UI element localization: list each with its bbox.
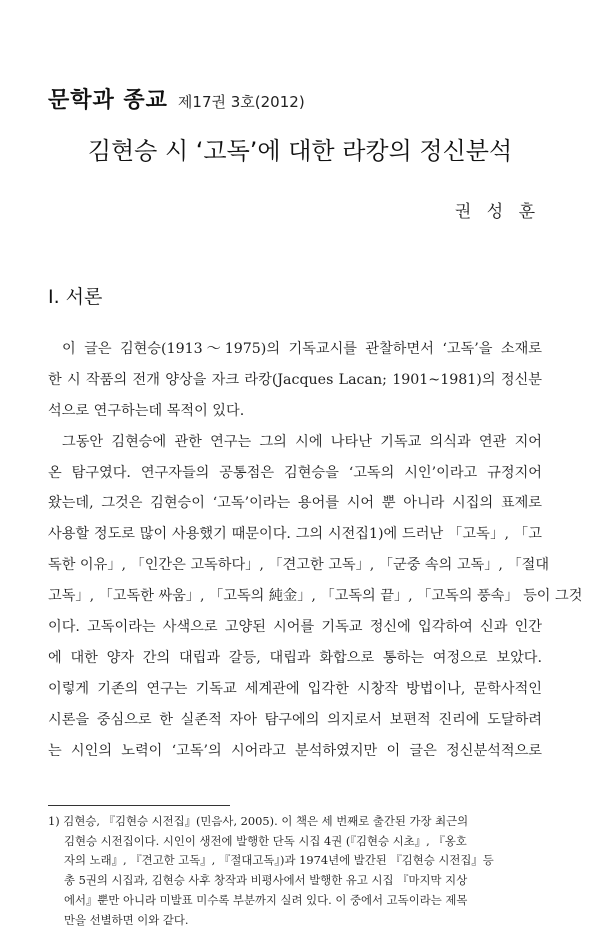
body-text: [48, 334, 583, 766]
body-line: 이렇게 기존의 연구는 기독교 세계관에 입각한 시창작 방법이나, 문학사적인: [48, 680, 542, 697]
body-line: 고독」, 「고독한 싸움」, 「고독의 純金」, 「고독의 끝」, 「고독의 풍속」 등이 그것: [48, 588, 583, 605]
author-name: 권 성 훈: [454, 202, 540, 222]
footnote: [48, 812, 542, 930]
footnote-line: 에서』뿐만 아니라 미발표 미수록 부분까지 실려 있다. 이 중에서 고독이라는 제목: [64, 892, 468, 907]
footnote-line: 총 5권의 시집과, 김현승 사후 창작과 비평사에서 발행한 유고 시집 『마지막 지상: [64, 873, 468, 888]
body-line: 시론을 중심으로 한 실존적 자아 탐구에의 의지로서 보편적 진리에 도달하려: [48, 711, 542, 728]
body-line: 이 글은 김현승(1913～1975)의 기독교시를 관찰하면서 ‘고독’을 소재로: [62, 341, 542, 357]
section-heading: Ⅰ. 서론: [48, 286, 103, 308]
body-line: 석으로 연구하는데 목적이 있다.: [48, 402, 245, 419]
footnote-line: 만을 선별하면 이와 같다.: [64, 912, 189, 927]
journal-issue: 제17권 3호(2012): [177, 93, 305, 111]
body-line: 한 시 작품의 전개 양상을 자크 라캉(Jacques Lacan; 1901~1981)의 정신분: [48, 371, 542, 388]
footnote-line: 자의 노래』, 『견고한 고독』, 『절대고독』)과 1974년에 발간된 『김현승 시전집』등: [64, 853, 494, 868]
body-line: 에 대한 양자 간의 대립과 갈등, 대립과 화합으로 통하는 여정으로 보았다.: [48, 649, 542, 666]
body-line: 는 시인의 노력이 ‘고독’의 시어라고 분석하였지만 이 글은 정신분석적으로: [48, 742, 542, 759]
body-line: 사용할 정도로 많이 사용했기 때문이다. 그의 시전집1)에 드러난 「고독」, 「고: [48, 526, 542, 543]
body-line: 그동안 김현승에 관한 연구는 그의 시에 나타난 기독교 의식과 연관 지어: [62, 433, 542, 450]
journal-logo: 문학과 종교: [48, 88, 168, 113]
body-line: 온 탐구였다. 연구자들의 공통점은 김현승을 ‘고독의 시인’이라고 규정지어: [48, 464, 542, 481]
paper-title: 김현승 시 ‘고독’에 대한 라캉의 정신분석: [87, 137, 513, 165]
body-line: 왔는데, 그것은 김현승이 ‘고독’이라는 용어를 시어 뿐 아니라 시집의 표제로: [48, 495, 542, 512]
footnote-line: 김현승 시전집이다. 시인이 생전에 발행한 단독 시집 4권 (『김현승 시초』, 『옹호: [64, 833, 467, 848]
body-line: 독한 이유」, 「인간은 고독하다」, 「견고한 고독」, 「군중 속의 고독」, 「절대: [48, 557, 550, 574]
journal-header: [48, 83, 568, 113]
footnote-divider: [48, 805, 230, 806]
footnote-line: 1) 김현승, 『김현승 시전집』(민음사, 2005). 이 책은 세 번째로 출간된 가장 최근의: [48, 814, 469, 828]
body-line: 이다. 고독이라는 사색으로 고양된 시어를 기독교 정신에 입각하여 신과 인간: [48, 619, 542, 636]
